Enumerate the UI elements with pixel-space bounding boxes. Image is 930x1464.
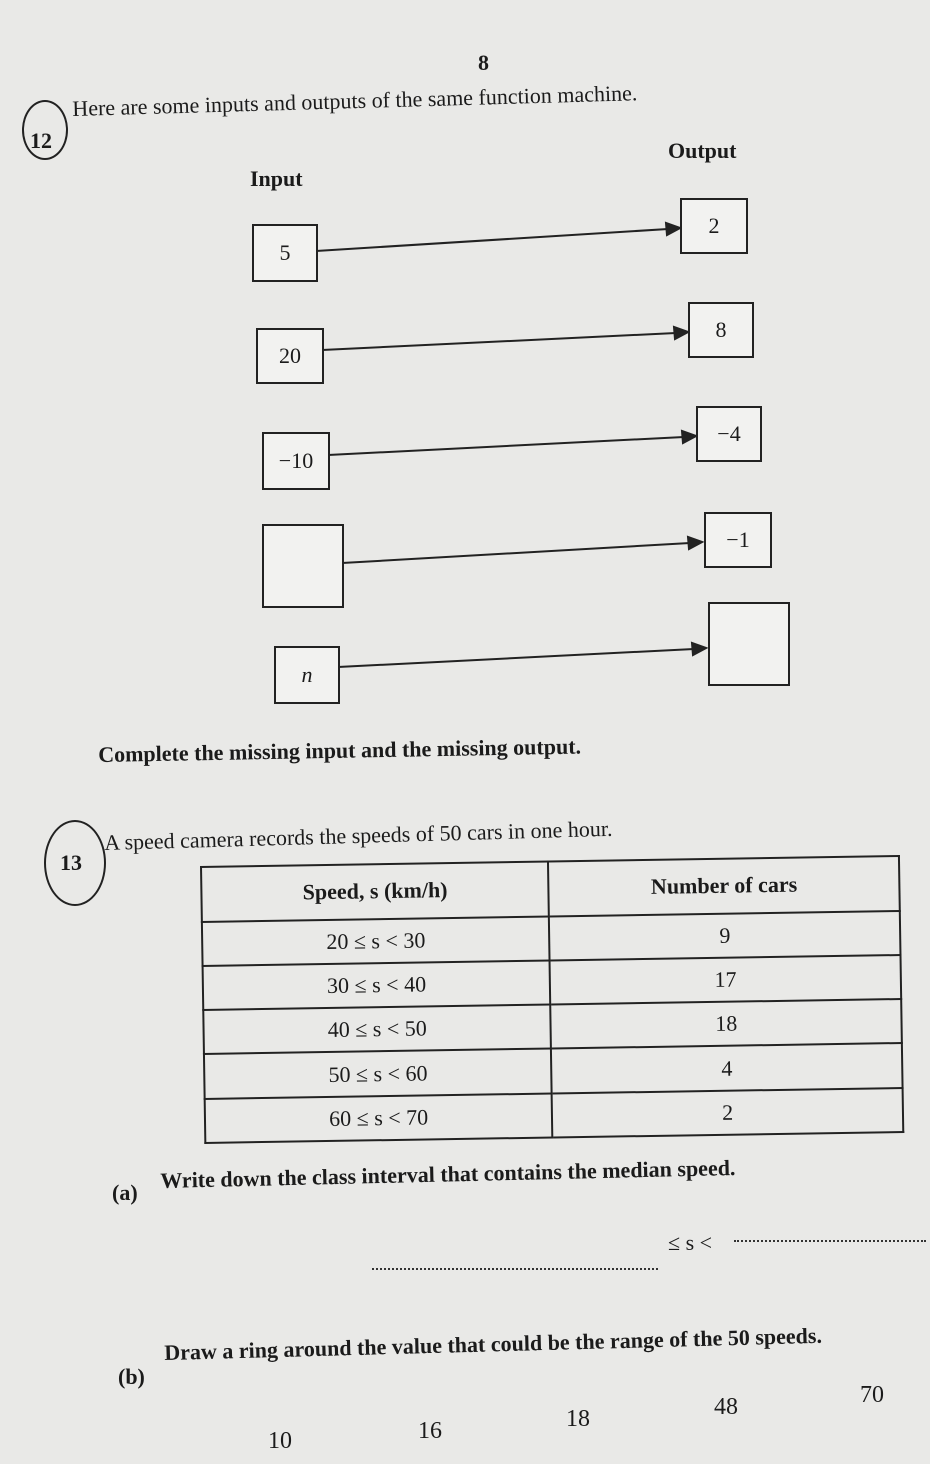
question-12-instruction: Complete the missing input and the missing output. [98, 733, 582, 767]
arrow-line-2 [322, 333, 676, 350]
count-cell: 9 [549, 911, 900, 961]
speed-frequency-table [200, 855, 904, 1144]
interval-cell: 60 ≤ s < 70 [205, 1093, 553, 1143]
input-box-1: 5 [252, 224, 318, 282]
missing-input-box[interactable] [262, 524, 344, 608]
arrowhead-5 [692, 643, 706, 655]
answer-lower-bound-field[interactable] [372, 1268, 658, 1270]
missing-output-box[interactable] [708, 602, 790, 686]
output-header: Output [668, 138, 737, 163]
question-12-number: 12 [30, 128, 52, 153]
part-b-text-emphasis: could [490, 1330, 543, 1357]
input-box-2: 20 [256, 328, 324, 384]
part-a-label: (a) [112, 1180, 138, 1205]
count-cell: 18 [551, 999, 902, 1049]
answer-inequality-text: ≤ s < [668, 1230, 713, 1255]
arrowhead-1 [666, 223, 680, 235]
range-option-48[interactable]: 48 [714, 1394, 738, 1420]
count-cell: 4 [551, 1043, 902, 1093]
arrow-line-3 [328, 437, 684, 455]
part-b-text-after: be the range of the 50 speeds. [541, 1322, 823, 1356]
part-b-text-before: Draw a ring around the value that [164, 1331, 492, 1365]
arrow-line-5 [338, 649, 694, 667]
arrow-line-1 [316, 229, 668, 251]
interval-cell: 20 ≤ s < 30 [202, 916, 550, 966]
range-option-10[interactable]: 10 [268, 1428, 292, 1454]
output-box-3: −4 [696, 406, 762, 462]
input-box-n: n [274, 646, 340, 704]
question-13-number: 13 [60, 850, 82, 875]
range-option-18[interactable]: 18 [566, 1406, 590, 1432]
question-12-text: Here are some inputs and outputs of the same function machine. [72, 80, 638, 121]
interval-cell: 40 ≤ s < 50 [203, 1005, 551, 1055]
question-13-text: A speed camera records the speeds of 50 cars in one hour. [104, 815, 613, 855]
count-cell: 17 [550, 955, 901, 1005]
page-number: 8 [478, 50, 489, 75]
arrowhead-3 [682, 431, 696, 443]
input-box-3: −10 [262, 432, 330, 490]
interval-cell: 50 ≤ s < 60 [204, 1049, 552, 1099]
count-column-header: Number of cars [548, 856, 899, 916]
arrow-line-4 [342, 543, 690, 563]
interval-cell: 30 ≤ s < 40 [203, 961, 551, 1011]
count-cell: 2 [552, 1088, 903, 1138]
input-header: Input [250, 166, 303, 191]
arrowhead-2 [674, 327, 688, 339]
range-option-70[interactable]: 70 [860, 1382, 884, 1408]
answer-upper-bound-field[interactable] [734, 1240, 926, 1242]
range-option-16[interactable]: 16 [418, 1418, 442, 1444]
output-box-2: 8 [688, 302, 754, 358]
speed-column-header: Speed, s (km/h) [201, 862, 549, 922]
output-box-1: 2 [680, 198, 748, 254]
output-box-4: −1 [704, 512, 772, 568]
part-a-text: Write down the class interval that contains the median speed. [160, 1154, 736, 1193]
arrowhead-4 [688, 537, 702, 549]
part-b-label: (b) [118, 1364, 145, 1389]
